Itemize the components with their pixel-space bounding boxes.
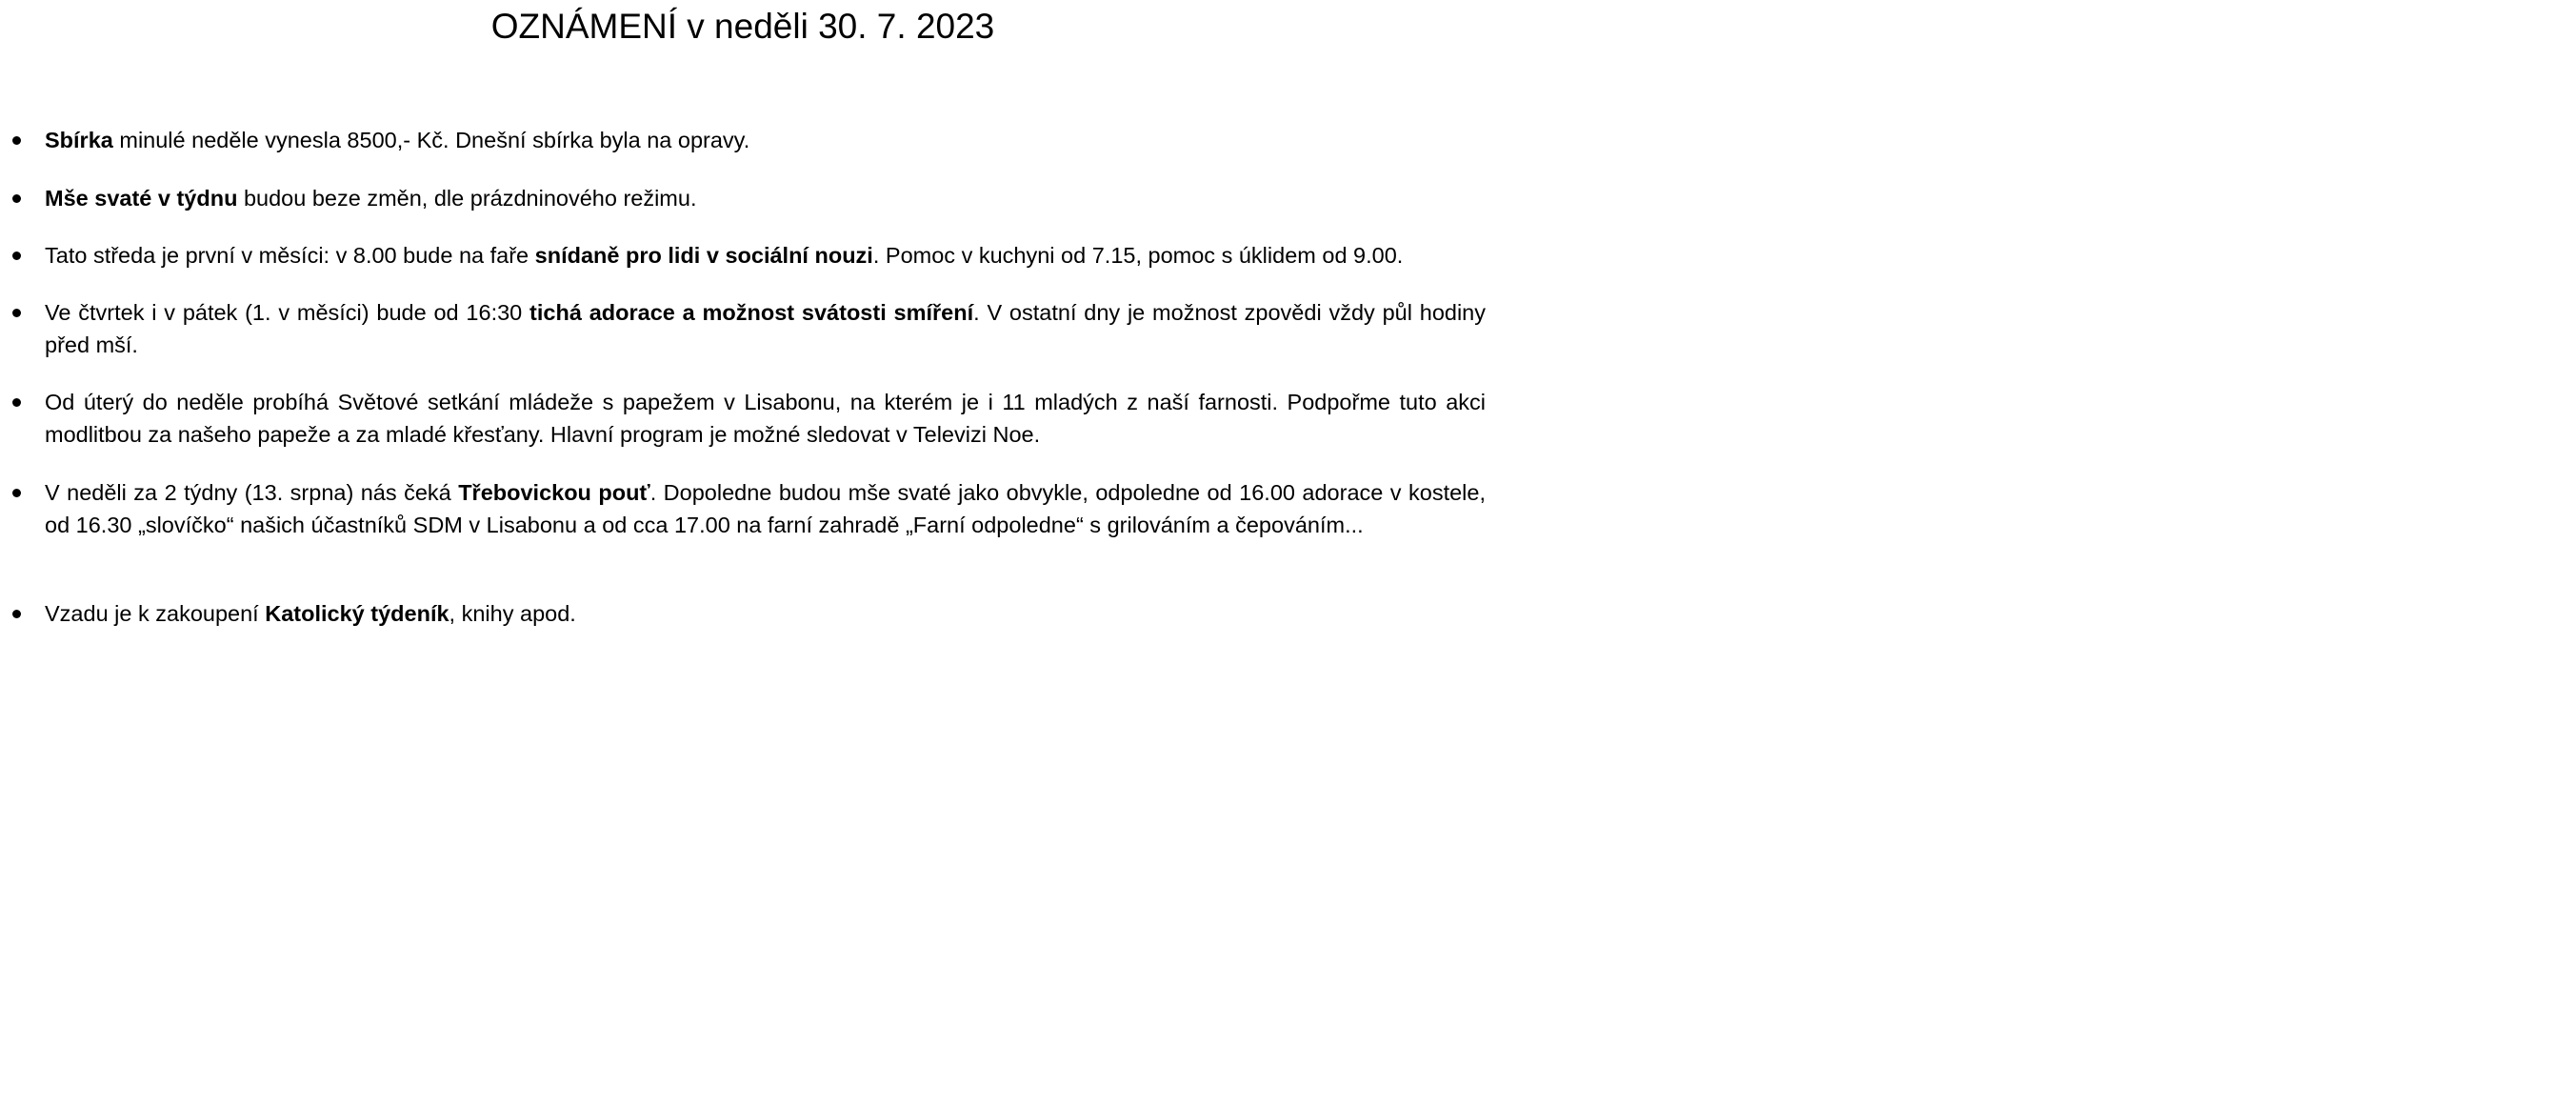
announcement-text: . V ostatní dny je možnost zpovědi vždy půl hodiny před mší. <box>45 300 1486 357</box>
announcement-item <box>45 476 1486 541</box>
bullet-icon <box>12 194 21 203</box>
announcement-highlight: Katolický týdeník <box>265 601 449 626</box>
bullet-icon <box>12 252 21 260</box>
announcement-item <box>45 182 1486 214</box>
announcement-highlight: Třebovickou pouť <box>458 480 650 505</box>
announcement-highlight: Mše svaté v týdnu <box>45 186 238 211</box>
announcement-item <box>45 124 1486 156</box>
announcement-text: budou beze změn, dle prázdninového režimu. <box>237 186 697 211</box>
announcement-text: V neděli za 2 týdny (13. srpna) nás čeká <box>45 480 459 505</box>
bullet-icon <box>12 489 21 497</box>
announcement-highlight: snídaně pro lidi v sociální nouzi <box>534 243 873 268</box>
announcement-item <box>45 386 1486 451</box>
bullet-icon <box>12 136 21 145</box>
announcement-text: minulé neděle vynesla 8500,- Kč. Dnešní sbírka byla na opravy. <box>112 128 750 152</box>
announcement-highlight: tichá adorace a možnost svátosti smíření <box>529 300 974 325</box>
bullet-icon <box>12 610 21 618</box>
announcement-text: , knihy apod. <box>449 601 576 626</box>
announcement-text: Vzadu je k zakoupení <box>45 601 266 626</box>
announcement-item <box>45 296 1486 361</box>
bullet-icon <box>12 309 21 317</box>
announcement-highlight: Sbírka <box>45 128 113 152</box>
announcement-text: . Pomoc v kuchyni od 7.15, pomoc s úklidem od 9.00. <box>872 243 1404 268</box>
announcement-item <box>45 239 1486 272</box>
announcement-item <box>45 597 1486 630</box>
announcement-text: Tato středa je první v měsíci: v 8.00 bude na faře <box>45 243 535 268</box>
announcement-text: . Dopoledne budou mše svaté jako obvykle, odpoledne od 16.00 adorace v kostele, od 16.30 „slovíčko“ našich účastníků SDM v Lisabonu a od cca 17.00 na farní zahradě „Farní odpoledne“ s grilováním a čepováním... <box>45 480 1486 537</box>
announcement-text: Od úterý do neděle probíhá Světové setkání mládeže s papežem v Lisabonu, na kterém je i 11 mladých z naší farnosti. Podpořme tuto akci modlitbou za našeho papeže a za mladé křesťany. Hlavní program je možné sledovat v Televizi Noe. <box>45 390 1486 447</box>
bullet-icon <box>12 398 21 407</box>
announcement-text: Ve čtvrtek i v pátek (1. v měsíci) bude od 16:30 <box>45 300 530 325</box>
page-title: OZNÁMENÍ v neděli 30. 7. 2023 <box>490 7 995 46</box>
